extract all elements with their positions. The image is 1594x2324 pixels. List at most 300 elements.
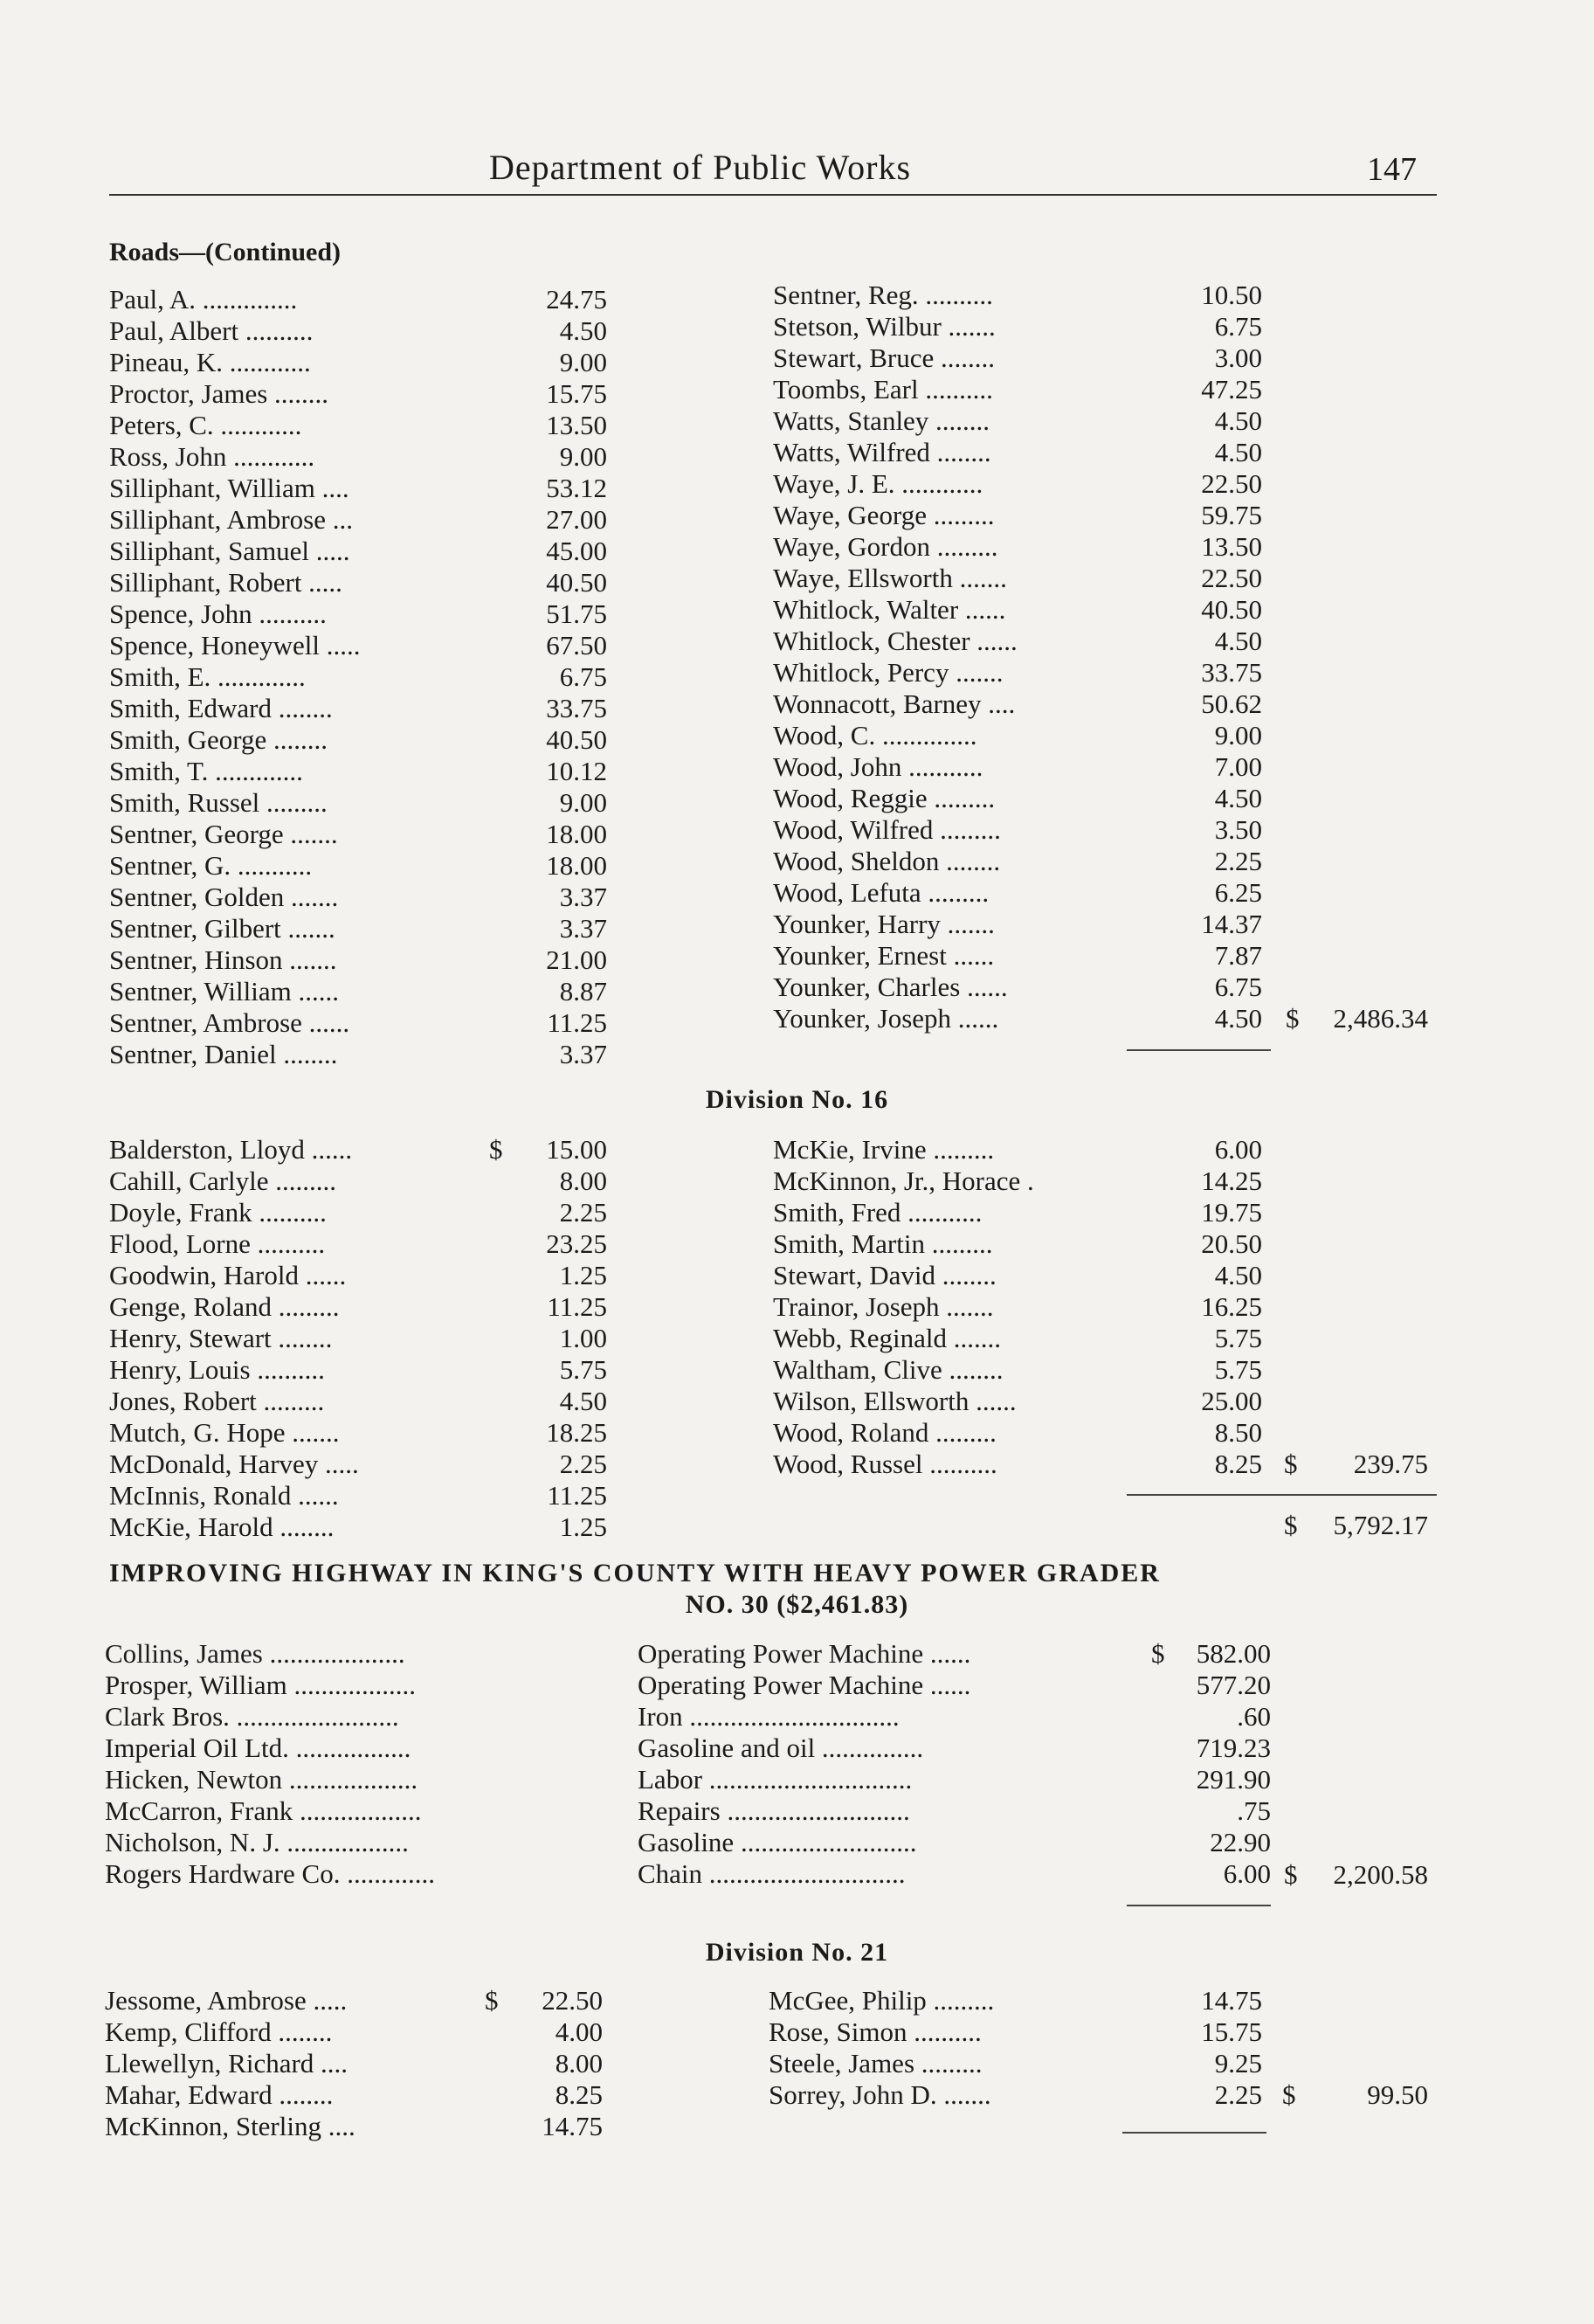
payee-name: Sentner, William ...... (109, 976, 339, 1006)
division-21-total-currency: $ (1282, 2079, 1296, 2110)
list-item (773, 594, 1271, 626)
payee-name: Goodwin, Harold ...... (109, 1260, 347, 1290)
payment-amount: 22.90 (1210, 1827, 1271, 1857)
payment-amount: 2.25 (559, 1197, 607, 1228)
division-21-total: 99.50 (1367, 2079, 1428, 2110)
payee-name: Doyle, Frank .......... (109, 1197, 327, 1228)
payee-name: Sentner, Daniel ........ (109, 1039, 338, 1069)
division-21-title: Division No. 21 (705, 1938, 889, 1967)
payment-amount: 3.37 (559, 882, 607, 912)
list-item (773, 311, 1271, 342)
list-item (109, 1228, 624, 1260)
list-item (773, 1449, 1271, 1480)
list-item (105, 2016, 620, 2048)
payment-amount: 2.25 (559, 1449, 607, 1479)
payee-name: Prosper, William .................. (105, 1670, 417, 1700)
payee-name: Smith, George ........ (109, 724, 328, 755)
division-16-title: Division No. 16 (705, 1085, 889, 1114)
payee-name: McKinnon, Jr., Horace . (773, 1165, 1034, 1196)
payee-name: McKie, Harold ........ (109, 1511, 335, 1542)
list-item (773, 1228, 1271, 1260)
division-16-total: 239.75 (1353, 1449, 1428, 1479)
payee-name: Wood, John ........... (773, 751, 983, 782)
list-item (109, 284, 624, 315)
payment-amount: 47.25 (1201, 374, 1262, 405)
list-item (773, 846, 1271, 877)
payee-name: Smith, Martin ......... (773, 1228, 993, 1259)
payment-amount: .75 (1237, 1795, 1271, 1826)
payee-name: McDonald, Harvey ..... (109, 1449, 359, 1479)
payment-amount: 22.50 (1201, 563, 1262, 593)
highway-first-currency: $ (1151, 1638, 1165, 1669)
list-item (109, 347, 624, 378)
payment-amount: 21.00 (546, 944, 607, 975)
payment-amount: 9.00 (559, 441, 607, 472)
payee-name: Wonnacott, Barney .... (773, 688, 1016, 719)
payment-amount: 22.50 (1201, 468, 1262, 499)
list-item (109, 1511, 624, 1543)
list-item (773, 437, 1271, 468)
roads-section-title: Roads—(Continued) (109, 238, 342, 266)
payee-name: Clark Bros. ........................ (105, 1701, 399, 1732)
payee-name: Wilson, Ellsworth ...... (773, 1386, 1017, 1416)
payment-amount: 15.75 (546, 378, 607, 409)
payment-amount: 5.75 (1214, 1354, 1262, 1385)
list-item (773, 1417, 1271, 1449)
payee-name: McGee, Philip ......... (769, 1985, 995, 2016)
payment-amount: 4.50 (1214, 783, 1262, 813)
payment-amount: 9.00 (559, 347, 607, 377)
list-item (773, 1354, 1271, 1386)
list-item (109, 693, 624, 724)
payee-name: Whitlock, Chester ...... (773, 626, 1018, 656)
list-item (773, 814, 1271, 846)
table-row (105, 1764, 1271, 1795)
payment-amount: 4.50 (1214, 405, 1262, 436)
table-row (105, 1795, 1271, 1827)
payment-amount: 5.75 (1214, 1323, 1262, 1353)
table-row (105, 1701, 1271, 1733)
payment-amount: 4.50 (1214, 626, 1262, 656)
payment-amount: 4.50 (559, 1386, 607, 1416)
payee-name: Paul, Albert .......... (109, 315, 314, 346)
payee-name: Cahill, Carlyle ......... (109, 1165, 337, 1196)
payment-amount: 40.50 (546, 724, 607, 755)
payee-name: Webb, Reginald ....... (773, 1323, 1001, 1353)
list-item (773, 783, 1271, 814)
payment-amount: 19.75 (1201, 1197, 1262, 1228)
payee-name: Wood, C. .............. (773, 720, 977, 750)
list-item (773, 468, 1271, 500)
list-item (773, 280, 1271, 311)
list-item (773, 1323, 1271, 1354)
payee-name: Peters, C. ............ (109, 410, 302, 440)
payment-amount: .60 (1237, 1701, 1271, 1732)
list-item (105, 2079, 620, 2111)
list-item (773, 688, 1271, 720)
payment-amount: 1.00 (559, 1323, 607, 1353)
payment-amount: 20.50 (1201, 1228, 1262, 1259)
payee-name: Trainor, Joseph ....... (773, 1291, 994, 1322)
list-item (109, 661, 624, 693)
payment-amount: 14.75 (1201, 1985, 1262, 2016)
payment-amount: 11.25 (547, 1007, 607, 1038)
payee-name: Sentner, George ....... (109, 819, 338, 849)
list-item (773, 405, 1271, 437)
payee-name: Rogers Hardware Co. ............. (105, 1858, 435, 1889)
payment-amount: 15.75 (1201, 2016, 1262, 2047)
payment-amount: 6.00 (1214, 1134, 1262, 1165)
payee-name: Wood, Wilfred ......... (773, 814, 1001, 845)
payee-name: Smith, Edward ........ (109, 693, 333, 723)
payment-amount: 3.50 (1214, 814, 1262, 845)
payee-name: Spence, Honeywell ..... (109, 630, 361, 661)
list-item (105, 2111, 620, 2142)
highway-total-currency: $ (1284, 1859, 1298, 1890)
payment-amount: 9.00 (1214, 720, 1262, 750)
list-item (109, 536, 624, 567)
grand-total: 5,792.17 (1333, 1510, 1428, 1540)
list-item (773, 1134, 1271, 1165)
payment-amount: 1.25 (559, 1260, 607, 1290)
list-item (773, 374, 1271, 405)
payee-name: Younker, Ernest ...... (773, 940, 995, 971)
payment-amount: 10.12 (546, 756, 607, 786)
list-item (773, 972, 1271, 1003)
table-row (105, 1670, 1271, 1701)
payment-amount: 8.25 (555, 2079, 603, 2110)
payment-amount: 67.50 (546, 630, 607, 661)
payment-amount: 1.25 (559, 1511, 607, 1542)
payee-name: Mutch, G. Hope ....... (109, 1417, 340, 1448)
payment-amount: 6.75 (559, 661, 607, 692)
payment-amount: 23.25 (546, 1228, 607, 1259)
payment-amount: 2.25 (1214, 846, 1262, 876)
page-title: Department of Public Works (489, 148, 912, 187)
payee-name: Waye, George ......... (773, 500, 995, 530)
payment-amount: 10.50 (1201, 280, 1262, 310)
list-item (769, 2016, 1271, 2048)
payment-amount: 6.25 (1214, 877, 1262, 908)
payment-amount: 6.00 (1223, 1858, 1271, 1889)
payment-amount: 11.25 (547, 1480, 607, 1511)
payee-name: Steele, James ......... (769, 2048, 983, 2078)
list-item (773, 626, 1271, 657)
payee-name: Imperial Oil Ltd. ................. (105, 1733, 411, 1763)
payee-name: Jessome, Ambrose ..... (105, 1985, 348, 2016)
payment-amount: 9.25 (1214, 2048, 1262, 2078)
payee-name: Henry, Louis .......... (109, 1354, 325, 1385)
list-item (109, 1039, 624, 1070)
expense-description: Repairs ........................... (638, 1795, 910, 1826)
list-item (109, 850, 624, 882)
list-item (109, 504, 624, 536)
payment-amount: 18.25 (546, 1417, 607, 1448)
payee-name: Watts, Stanley ........ (773, 405, 990, 436)
payee-name: McCarron, Frank .................. (105, 1795, 422, 1826)
payee-name: Llewellyn, Richard .... (105, 2048, 348, 2078)
payee-name: Sentner, G. ........... (109, 850, 313, 881)
list-item (769, 2079, 1271, 2111)
payee-name: Sorrey, John D. ....... (769, 2079, 991, 2110)
list-item (773, 1165, 1271, 1197)
payment-amount: 13.50 (1201, 531, 1262, 562)
payee-name: Waye, J. E. ............ (773, 468, 983, 499)
list-item (773, 1386, 1271, 1417)
payee-name: Proctor, James ........ (109, 378, 329, 409)
payee-name: Sentner, Hinson ....... (109, 944, 337, 975)
payee-name: Kemp, Clifford ........ (105, 2016, 333, 2047)
payee-name: McInnis, Ronald ...... (109, 1480, 339, 1511)
division-21-total-rule (1122, 2132, 1266, 2134)
payment-amount: 4.50 (1214, 1003, 1262, 1034)
payment-amount: 9.00 (559, 787, 607, 818)
payment-amount: 7.00 (1214, 751, 1262, 782)
payee-name: Genge, Roland ......... (109, 1291, 340, 1322)
list-item (773, 940, 1271, 972)
expense-description: Chain ............................. (638, 1858, 906, 1889)
payee-name: Silliphant, Robert ..... (109, 567, 342, 598)
payment-amount: 13.50 (546, 410, 607, 440)
highway-section-subtitle: NO. 30 ($2,461.83) (685, 1590, 909, 1619)
list-item (109, 1291, 624, 1323)
payment-amount: 18.00 (546, 819, 607, 849)
payee-name: Sentner, Golden ....... (109, 882, 339, 912)
list-item (109, 1260, 624, 1291)
payee-name: Younker, Charles ...... (773, 972, 1008, 1002)
payment-amount: 40.50 (546, 567, 607, 598)
payee-name: Flood, Lorne .......... (109, 1228, 326, 1259)
payee-name: Rose, Simon .......... (769, 2016, 982, 2047)
list-item (773, 909, 1271, 940)
payment-amount: 8.25 (1214, 1449, 1262, 1479)
payment-amount: 577.20 (1196, 1670, 1271, 1700)
payment-amount: 14.37 (1201, 909, 1262, 939)
payee-name: Wood, Sheldon ........ (773, 846, 1001, 876)
list-item (109, 1417, 624, 1449)
payee-name: Wood, Russel .......... (773, 1449, 997, 1479)
table-row (105, 1638, 1271, 1670)
payee-name: Stetson, Wilbur ....... (773, 311, 996, 342)
payment-amount: 582.00 (1196, 1638, 1271, 1669)
table-row (105, 1858, 1271, 1890)
expense-description: Labor .............................. (638, 1764, 913, 1795)
expense-description: Operating Power Machine ...... (638, 1670, 971, 1700)
payment-amount: 6.75 (1214, 972, 1262, 1002)
payee-name: Stewart, Bruce ........ (773, 342, 995, 373)
list-item (109, 1354, 624, 1386)
header-rule (109, 194, 1437, 196)
list-item (105, 1985, 620, 2016)
payment-amount: 14.25 (1201, 1165, 1262, 1196)
payee-name: Sentner, Reg. .......... (773, 280, 993, 310)
payee-name: Smith, T. ............. (109, 756, 303, 786)
payment-amount: 8.00 (555, 2048, 603, 2078)
list-item (109, 1134, 624, 1165)
list-item (773, 657, 1271, 688)
payee-name: Waye, Gordon ......... (773, 531, 998, 562)
payee-name: Ross, John ............ (109, 441, 315, 472)
table-row (105, 1827, 1271, 1858)
payee-name: Younker, Joseph ...... (773, 1003, 999, 1034)
list-item (109, 630, 624, 661)
payee-name: Collins, James .................... (105, 1638, 405, 1669)
payment-amount: 3.37 (559, 913, 607, 944)
division-16-total-rule (1127, 1494, 1437, 1496)
payee-name: Younker, Harry ....... (773, 909, 995, 939)
list-item (109, 1480, 624, 1511)
payment-amount: 3.00 (1214, 342, 1262, 373)
list-item (773, 1291, 1271, 1323)
list-item (109, 378, 624, 410)
list-item (109, 913, 624, 944)
payment-amount: 50.62 (1201, 688, 1262, 719)
list-item (109, 598, 624, 630)
roads-total-currency: $ (1286, 1003, 1300, 1034)
payee-name: Whitlock, Percy ....... (773, 657, 1004, 688)
list-item (109, 1323, 624, 1354)
list-item (109, 1197, 624, 1228)
list-item (773, 342, 1271, 374)
list-item (109, 944, 624, 976)
payment-amount: 8.00 (559, 1165, 607, 1196)
list-item (109, 756, 624, 787)
payment-amount: 45.00 (546, 536, 607, 566)
division-21-left-currency: $ (485, 1985, 499, 2016)
list-item (773, 1260, 1271, 1291)
roads-total-rule (1127, 1049, 1271, 1051)
payee-name: Wood, Roland ......... (773, 1417, 997, 1448)
payee-name: Smith, Russel ......... (109, 787, 328, 818)
payee-name: Hicken, Newton ................... (105, 1764, 418, 1795)
payee-name: Smith, Fred ........... (773, 1197, 983, 1228)
payee-name: Henry, Stewart ........ (109, 1323, 333, 1353)
payee-name: Waye, Ellsworth ....... (773, 563, 1007, 593)
list-item (109, 882, 624, 913)
expense-description: Iron ............................... (638, 1701, 900, 1732)
payee-name: Stewart, David ........ (773, 1260, 997, 1290)
list-item (769, 2048, 1271, 2079)
payment-amount: 51.75 (546, 598, 607, 629)
payment-amount: 59.75 (1201, 500, 1262, 530)
payment-amount: 14.75 (542, 2111, 603, 2141)
payee-name: Jones, Robert ......... (109, 1386, 325, 1416)
payment-amount: 53.12 (546, 473, 607, 503)
payment-amount: 8.50 (1214, 1417, 1262, 1448)
payment-amount: 3.37 (559, 1039, 607, 1069)
division-16-total-currency: $ (1284, 1449, 1298, 1479)
payment-amount: 6.75 (1214, 311, 1262, 342)
payment-amount: 40.50 (1201, 594, 1262, 625)
list-item (109, 1386, 624, 1417)
list-item (773, 720, 1271, 751)
division-16-left-currency: $ (489, 1134, 503, 1165)
payee-name: McKie, Irvine ......... (773, 1134, 995, 1165)
list-item (109, 819, 624, 850)
list-item (773, 751, 1271, 783)
list-item (109, 1165, 624, 1197)
payee-name: Nicholson, N. J. .................. (105, 1827, 409, 1857)
payee-name: McKinnon, Sterling .... (105, 2111, 355, 2141)
payment-amount: 16.25 (1201, 1291, 1262, 1322)
payee-name: Waltham, Clive ........ (773, 1354, 1004, 1385)
payment-amount: 4.50 (559, 315, 607, 346)
list-item (109, 724, 624, 756)
payment-amount: 15.00 (546, 1134, 607, 1165)
payment-amount: 11.25 (547, 1291, 607, 1322)
payment-amount: 291.90 (1196, 1764, 1271, 1795)
payment-amount: 27.00 (546, 504, 607, 535)
list-item (773, 500, 1271, 531)
highway-section-title: IMPROVING HIGHWAY IN KING'S COUNTY WITH HEAVY POWER GRADER (109, 1559, 1161, 1587)
list-item (109, 567, 624, 598)
payment-amount: 18.00 (546, 850, 607, 881)
expense-description: Operating Power Machine ...... (638, 1638, 971, 1669)
payment-amount: 4.50 (1214, 437, 1262, 467)
payment-amount: 4.50 (1214, 1260, 1262, 1290)
highway-total-rule (1127, 1905, 1271, 1906)
list-item (769, 1985, 1271, 2016)
payee-name: Spence, John .......... (109, 598, 327, 629)
list-item (109, 1007, 624, 1039)
expense-description: Gasoline and oil ............... (638, 1733, 924, 1763)
roads-total: 2,486.34 (1333, 1003, 1428, 1034)
payment-amount: 5.75 (559, 1354, 607, 1385)
payment-amount: 2.25 (1214, 2079, 1262, 2110)
payment-amount: 22.50 (542, 1985, 603, 2016)
list-item (773, 563, 1271, 594)
payee-name: Paul, A. .............. (109, 284, 298, 315)
payment-amount: 25.00 (1201, 1386, 1262, 1416)
payment-amount: 4.00 (555, 2016, 603, 2047)
list-item (105, 2048, 620, 2079)
payee-name: Silliphant, Samuel ..... (109, 536, 350, 566)
payment-amount: 8.87 (559, 976, 607, 1006)
list-item (109, 1449, 624, 1480)
list-item (109, 441, 624, 473)
payee-name: Whitlock, Walter ...... (773, 594, 1006, 625)
list-item (109, 473, 624, 504)
payment-amount: 33.75 (1201, 657, 1262, 688)
page-number: 147 (1367, 151, 1417, 188)
list-item (109, 315, 624, 347)
table-row (105, 1733, 1271, 1764)
payee-name: Watts, Wilfred ........ (773, 437, 991, 467)
payment-amount: 24.75 (546, 284, 607, 315)
payee-name: Toombs, Earl .......... (773, 374, 993, 405)
list-item (109, 410, 624, 441)
payee-name: Wood, Reggie ......... (773, 783, 996, 813)
payment-amount: 7.87 (1214, 940, 1262, 971)
list-item (773, 531, 1271, 563)
list-item (773, 877, 1271, 909)
payee-name: Silliphant, Ambrose ... (109, 504, 353, 535)
expense-description: Gasoline .......................... (638, 1827, 917, 1857)
highway-total: 2,200.58 (1333, 1859, 1428, 1890)
payee-name: Silliphant, William .... (109, 473, 349, 503)
list-item (109, 787, 624, 819)
payee-name: Smith, E. ............. (109, 661, 306, 692)
payee-name: Sentner, Ambrose ...... (109, 1007, 350, 1038)
payment-amount: 33.75 (546, 693, 607, 723)
list-item (773, 1003, 1271, 1034)
payee-name: Balderston, Lloyd ...... (109, 1134, 353, 1165)
list-item (109, 976, 624, 1007)
payee-name: Mahar, Edward ........ (105, 2079, 334, 2110)
list-item (773, 1197, 1271, 1228)
grand-total-currency: $ (1284, 1510, 1298, 1540)
payment-amount: 719.23 (1196, 1733, 1271, 1763)
